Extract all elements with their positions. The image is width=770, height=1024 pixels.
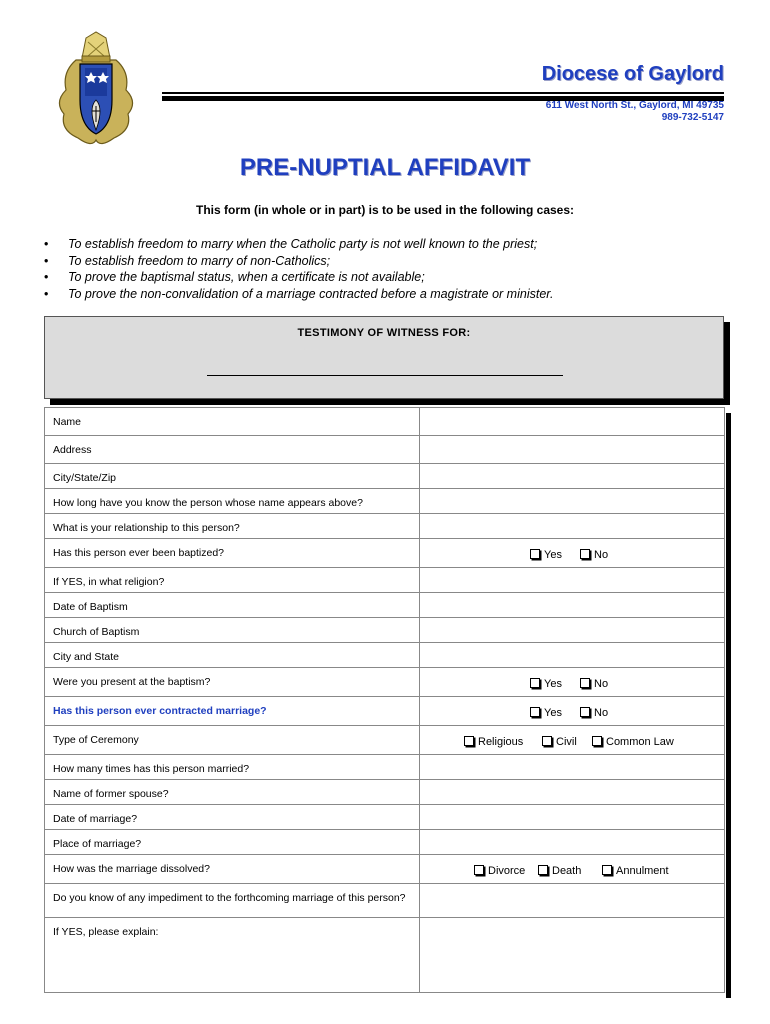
witness-box: [44, 316, 724, 399]
field-label: How long have you know the person whose name appears above?: [45, 489, 420, 514]
table-row: [45, 408, 725, 436]
checkbox-option-divorce[interactable]: [474, 865, 525, 877]
document-title: PRE-NUPTIAL AFFIDAVIT: [239, 154, 531, 181]
table-row: [45, 464, 725, 489]
checkbox-icon[interactable]: [542, 736, 552, 746]
table-row: [45, 643, 725, 668]
table-row: [45, 780, 725, 805]
witness-label: TESTIMONY OF WITNESS FOR:: [297, 327, 471, 339]
checkbox-option-religious[interactable]: [464, 736, 523, 748]
table-row: [45, 830, 725, 855]
checkbox-option-yes[interactable]: [530, 678, 562, 690]
case-item: • To prove the non-convalidation of a marriage contracted before a magistrate or minister.: [44, 286, 553, 303]
field-answer[interactable]: [420, 780, 725, 805]
checkbox-icon[interactable]: [474, 865, 484, 875]
field-label: Date of marriage?: [45, 805, 420, 830]
field-answer[interactable]: [420, 489, 725, 514]
table-row: [45, 805, 725, 830]
field-answer[interactable]: [420, 726, 725, 755]
table-row: [45, 755, 725, 780]
checkbox-label: Yes: [544, 707, 562, 719]
checkbox-option-civil[interactable]: [542, 736, 577, 748]
checkbox-icon[interactable]: [530, 707, 540, 717]
checkbox-icon[interactable]: [464, 736, 474, 746]
field-label: City and State: [45, 643, 420, 668]
checkbox-label: No: [594, 707, 609, 719]
checkbox-label: No: [594, 549, 609, 561]
table-row: [45, 436, 725, 464]
field-answer[interactable]: [420, 408, 725, 436]
checkbox-label: Civil: [556, 736, 577, 748]
checkbox-label: No: [594, 678, 609, 690]
field-answer[interactable]: [420, 884, 725, 918]
checkbox-option-no[interactable]: [580, 707, 608, 719]
field-label: If YES, please explain:: [45, 918, 420, 993]
field-label: Were you present at the baptism?: [45, 668, 420, 697]
field-answer[interactable]: [420, 668, 725, 697]
checkbox-icon[interactable]: [530, 678, 540, 688]
checkbox-label: Common Law: [606, 736, 674, 748]
field-answer[interactable]: [420, 830, 725, 855]
checkbox-label: Religious: [478, 736, 524, 748]
field-answer[interactable]: [420, 464, 725, 489]
checkbox-label: Yes: [544, 678, 562, 690]
table-row: [45, 489, 725, 514]
table-row: [45, 697, 725, 726]
header-divider-thin: [162, 92, 724, 94]
field-answer[interactable]: [420, 514, 725, 539]
checkbox-label: Divorce: [488, 865, 526, 877]
field-label: How many times has this person married?: [45, 755, 420, 780]
checkbox-option-yes[interactable]: [530, 707, 562, 719]
field-answer[interactable]: [420, 643, 725, 668]
field-label: Place of marriage?: [45, 830, 420, 855]
form-table-shadow: [726, 413, 731, 998]
field-answer[interactable]: [420, 568, 725, 593]
field-label: How was the marriage dissolved?: [45, 855, 420, 884]
field-label: What is your relationship to this person?: [45, 514, 420, 539]
field-label: Has this person ever been baptized?: [45, 539, 420, 568]
checkbox-icon[interactable]: [530, 549, 540, 559]
organization-address: 611 West North St., Gaylord, MI 49735: [545, 100, 724, 111]
checkbox-icon[interactable]: [602, 865, 612, 875]
field-answer[interactable]: [420, 918, 725, 993]
affidavit-form-table: [44, 407, 725, 993]
field-answer[interactable]: [420, 618, 725, 643]
field-label: Church of Baptism: [45, 618, 420, 643]
organization-phone: 989-732-5147: [661, 112, 724, 123]
checkbox-option-no[interactable]: [580, 678, 608, 690]
checkbox-icon[interactable]: [580, 549, 590, 559]
field-label: City/State/Zip: [45, 464, 420, 489]
field-label: Type of Ceremony: [45, 726, 420, 755]
field-label: Name of former spouse?: [45, 780, 420, 805]
case-item: • To establish freedom to marry when the Catholic party is not well known to the priest;: [44, 236, 553, 253]
table-row: [45, 539, 725, 568]
checkbox-label: Death: [552, 865, 582, 877]
document-subtitle: This form (in whole or in part) is to be used in the following cases:: [195, 203, 575, 217]
table-row: [45, 855, 725, 884]
field-label: Do you know of any impediment to the forthcoming marriage of this person?: [45, 884, 420, 918]
field-answer[interactable]: [420, 539, 725, 568]
table-row: [45, 618, 725, 643]
diocese-crest-icon: [52, 30, 140, 152]
checkbox-option-yes[interactable]: [530, 549, 562, 561]
field-answer[interactable]: [420, 593, 725, 618]
table-row: [45, 514, 725, 539]
checkbox-icon[interactable]: [538, 865, 548, 875]
table-row: [45, 884, 725, 918]
field-label: Date of Baptism: [45, 593, 420, 618]
checkbox-option-no[interactable]: [580, 549, 608, 561]
witness-name-line[interactable]: [207, 375, 563, 376]
checkbox-option-common-law[interactable]: [592, 736, 674, 748]
case-item: • To establish freedom to marry of non-Catholics;: [44, 253, 553, 270]
table-row: [45, 918, 725, 993]
field-label: If YES, in what religion?: [45, 568, 420, 593]
table-row: [45, 726, 725, 755]
checkbox-option-annulment[interactable]: [602, 865, 669, 877]
checkbox-icon[interactable]: [592, 736, 602, 746]
field-answer[interactable]: [420, 855, 725, 884]
checkbox-icon[interactable]: [580, 707, 590, 717]
field-label: Address: [45, 436, 420, 464]
organization-name: Diocese of Gaylord: [541, 63, 724, 85]
cases-list: [44, 236, 553, 302]
checkbox-icon[interactable]: [580, 678, 590, 688]
case-item: • To prove the baptismal status, when a certificate is not available;: [44, 269, 553, 286]
field-answer[interactable]: [420, 755, 725, 780]
field-label: Name: [45, 408, 420, 436]
field-answer[interactable]: [420, 805, 725, 830]
checkbox-label: Annulment: [616, 865, 669, 877]
table-row: [45, 668, 725, 697]
table-row: [45, 568, 725, 593]
field-answer[interactable]: [420, 697, 725, 726]
field-answer[interactable]: [420, 436, 725, 464]
checkbox-label: Yes: [544, 549, 562, 561]
checkbox-option-death[interactable]: [538, 865, 581, 877]
table-row: [45, 593, 725, 618]
field-label: Has this person ever contracted marriage?: [45, 697, 420, 726]
